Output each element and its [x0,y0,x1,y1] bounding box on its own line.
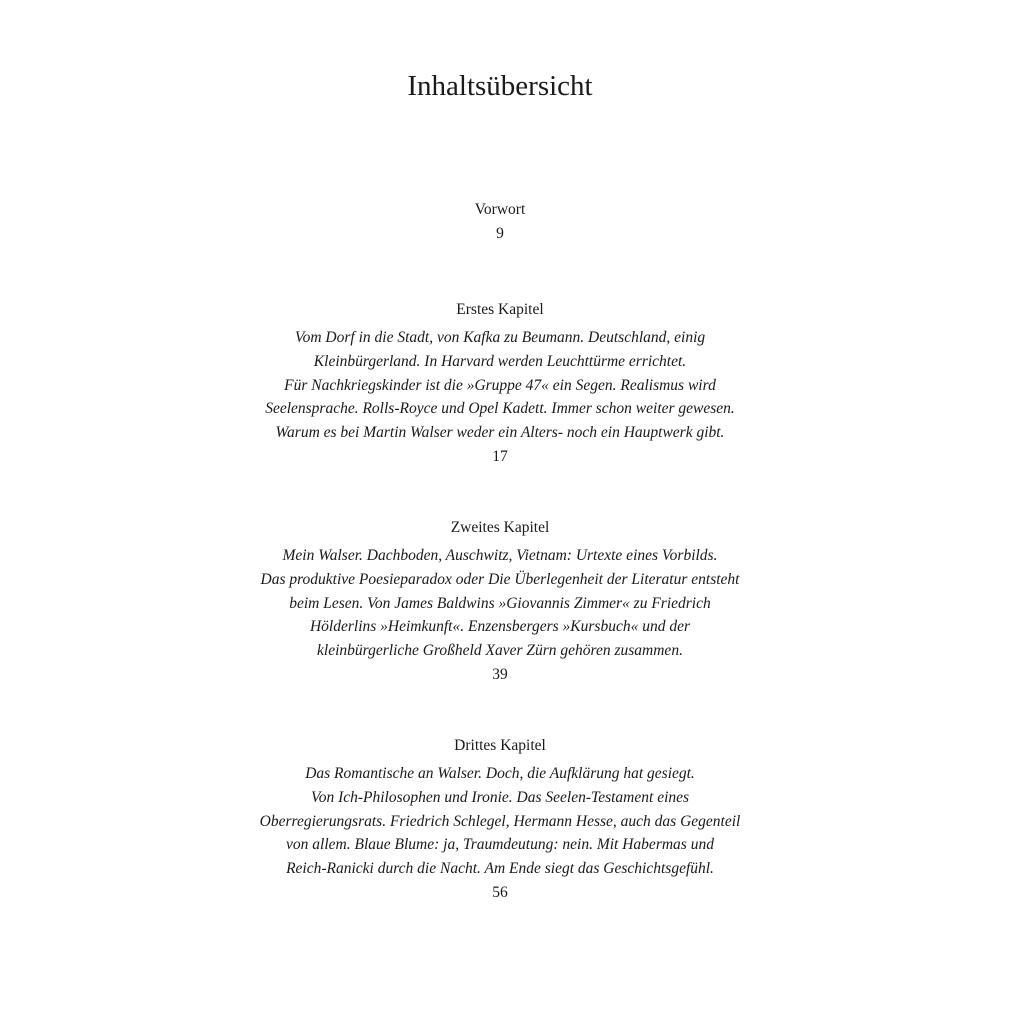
description-line: Vom Dorf in die Stadt, von Kafka zu Beumann. Deutschland, einig [294,329,706,346]
description-line: Warum es bei Martin Walser weder ein Alters- noch ein Hauptwerk gibt. [275,424,725,442]
description-line: Kleinbürgerland. In Harvard werden Leuchttürme errichtet. [313,352,687,370]
entry-page-number: 39 [492,665,508,683]
entry-heading: Vorwort [474,201,526,218]
description-line: Oberregierungsrats. Friedrich Schlegel, Hermann Hesse, auch das Gegenteil [259,812,741,830]
description-line: Das produktive Poesieparadox oder Die Überlegenheit der Literatur entsteht [260,570,740,588]
description-line: Seelensprache. Rolls-Royce und Opel Kadett. Immer schon weiter gewesen. [265,400,735,418]
entry-description [0,326,1000,445]
toc-entry-zweites-kapitel [0,516,1000,687]
description-line: Von Ich-Philosophen und Ironie. Das Seelen-Testament eines [310,788,690,806]
entry-heading: Zweites Kapitel [450,519,550,536]
toc-entry-drittes-kapitel [0,734,1000,905]
entry-description [0,544,1000,663]
description-line: Mein Walser. Dachboden, Auschwitz, Vietnam: Urtexte eines Vorbilds. [282,547,718,564]
entry-page-number: 56 [492,883,508,901]
description-line: Hölderlins »Heimkunft«. Enzensbergers »Kursbuch« und der [309,618,690,636]
entry-heading: Drittes Kapitel [454,737,546,754]
toc-entry-vorwort [0,198,1000,246]
description-line: kleinbürgerliche Großheld Xaver Zürn gehören zusammen. [317,642,683,660]
entry-heading: Erstes Kapitel [456,301,544,318]
entry-description [0,762,1000,881]
entry-page-number: 9 [496,225,504,242]
toc-entry-erstes-kapitel [0,298,1000,469]
description-line: von allem. Blaue Blume: ja, Traumdeutung: nein. Mit Habermas und [286,836,714,854]
page-title: Inhaltsübersicht [407,70,593,102]
description-line: Das Romantische an Walser. Doch, die Aufklärung hat gesiegt. [305,765,695,782]
description-line: Für Nachkriegskinder ist die »Gruppe 47« ein Segen. Realismus wird [284,376,716,394]
entry-page-number: 17 [492,447,508,465]
description-line: Reich-Ranicki durch die Nacht. Am Ende siegt das Geschichtsgefühl. [286,860,714,878]
description-line: beim Lesen. Von James Baldwins »Giovannis Zimmer« zu Friedrich [289,594,711,612]
